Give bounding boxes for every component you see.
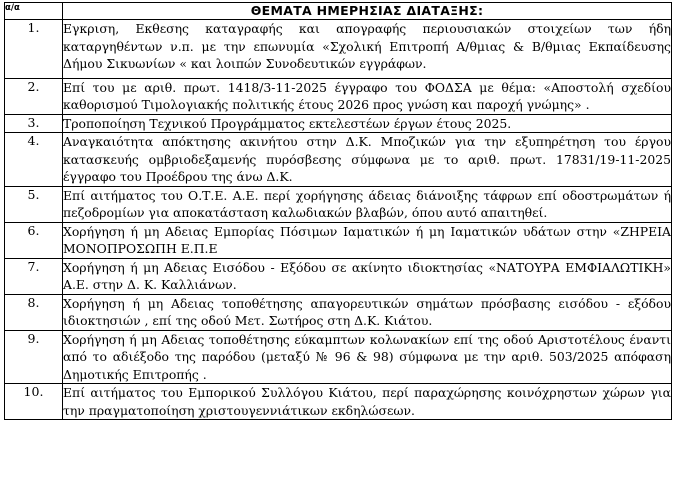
agenda-row bbox=[5, 384, 672, 420]
agenda-row bbox=[5, 294, 672, 330]
agenda-item-number: 5. bbox=[5, 186, 63, 222]
agenda-table bbox=[4, 2, 672, 420]
agenda-row bbox=[5, 222, 672, 258]
agenda-item-text: Χορήγηση ή μη Αδειας τοποθέτησης εύκαμπτων κολωνακίων επί της οδού Αριστοτέλους έναντι από το αδιέξοδο της παρόδου (μεταξύ № 96 & 98) σύμφωνα με την αριθ. 503/2025 απόφαση Δημοτικής Επιτροπής . bbox=[63, 331, 671, 382]
agenda-row bbox=[5, 114, 672, 133]
agenda-row bbox=[5, 186, 672, 222]
agenda-item-text: Επί αιτήματος του Εμπορικού Συλλόγου Κιάτου, περί παραχώρησης κοινόχρηστων χώρων για την πραγματοποίηση χριστουγεννιάτικων εκδηλώσεων. bbox=[63, 385, 671, 418]
agenda-item-number: 3. bbox=[5, 114, 63, 133]
agenda-item-number: 10. bbox=[5, 384, 63, 420]
agenda-item-text: Αναγκαιότητα απόκτησης ακινήτου στην Δ.Κ. Μποζικών για την εξυπηρέτηση του έργου κατασκευής ομβριοδεξαμενής πυρόσβεσης σύμφωνα με το αριθ. πρωτ. 17831/19-11-2025 έγγραφο του Προέδρου της άνω Δ.Κ. bbox=[63, 134, 671, 184]
agenda-item-number: 6. bbox=[5, 222, 63, 258]
agenda-row bbox=[5, 78, 672, 114]
agenda-header-row bbox=[5, 3, 672, 20]
column-header-number: α/α bbox=[5, 3, 63, 20]
column-header-topics: ΘΕΜΑΤΑ ΗΜΕΡΗΣΙΑΣ ΔΙΑΤΑΞΗΣ: bbox=[63, 3, 672, 20]
agenda-item-number: 9. bbox=[5, 330, 63, 384]
agenda-item-number: 1. bbox=[5, 20, 63, 79]
agenda-item-text: Εγκριση, Εκθεσης καταγραφής και απογραφής περιουσιακών στοιχείων των ήδη καταργηθέντων ν.π. με την επωνυμία «Σχολική Επιτροπή Α/θμιας & Β/θμιας Εκπαίδευσης Δήμου Σικυωνίων « και λοιπών Συνοδευτικών εγγράφων. bbox=[63, 20, 672, 79]
agenda-page bbox=[4, 2, 671, 420]
agenda-item-number: 8. bbox=[5, 294, 63, 330]
agenda-item-text: Επί του με αριθ. πρωτ. 1418/3-11-2025 έγγραφο του ΦΟΔΣΑ με θέμα: «Αποστολή σχεδίου καθορισμού Τιμολογιακής πολιτικής έτους 2026 προς γνώση και παροχή γνώμης» . bbox=[63, 79, 671, 112]
agenda-item-number: 2. bbox=[5, 78, 63, 114]
agenda-item-text: Χορήγηση ή μη Αδειας τοποθέτησης απαγορευτικών σημάτων πρόσβασης εισόδου - εξόδου ιδιοκτησιών , επί της οδού Μετ. Σωτήρος στη Δ.Κ. Κιάτου. bbox=[63, 295, 671, 328]
agenda-item-text: Χορήγηση ή μη Αδειας Εισόδου - Εξόδου σε ακίνητο ιδιοκτησίας «ΝΑΤΟΥΡΑ ΕΜΦΙΑΛΩΤΙΚΗ» Α.Ε. στην Δ. Κ. Καλλιάνων. bbox=[63, 259, 671, 292]
agenda-item-text: Χορήγηση ή μη Αδειας Εμπορίας Πόσιμων Ιαματικών ή μη Ιαματικών υδάτων στην «ΖΗΡΕΙΑ ΜΟΝΟΠΡΟΣΩΠΗ Ε.Π.Ε bbox=[63, 223, 671, 256]
agenda-row bbox=[5, 330, 672, 384]
agenda-item-number: 7. bbox=[5, 258, 63, 294]
agenda-row bbox=[5, 133, 672, 187]
agenda-item-text: Επί αιτήματος του Ο.Τ.Ε. Α.Ε. περί χορήγησης άδειας διάνοιξης τάφρων επί οδοστρωμάτων ή πεζοδρομίων για αποκατάσταση καλωδιακών βλαβών, όπου αυτό απαιτηθεί. bbox=[63, 187, 671, 220]
agenda-item-number: 4. bbox=[5, 133, 63, 187]
agenda-row bbox=[5, 20, 672, 79]
agenda-row bbox=[5, 258, 672, 294]
agenda-item-text: Τροποποίηση Τεχνικού Προγράμματος εκτελεστέων έργων έτους 2025. bbox=[63, 114, 672, 133]
